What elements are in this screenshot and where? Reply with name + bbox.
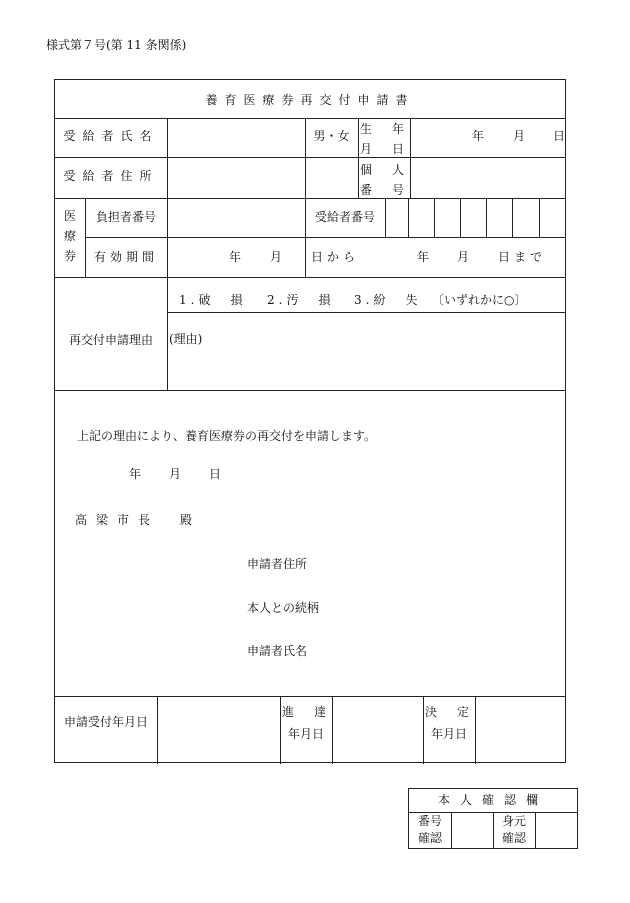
validity-to-year: 年 (417, 250, 430, 264)
individual-number-label-line1: 個 人 (359, 163, 408, 177)
identity-check-label-line1: 身元 (501, 814, 526, 828)
recipient-address-label: 受給者住所 (63, 169, 159, 183)
application-year-unit: 年 (129, 467, 142, 481)
recipient-name-label: 受給者氏名 (63, 129, 159, 143)
column-divider (332, 696, 333, 764)
addressee: 高梁市長 殿 (75, 513, 202, 527)
column-divider (167, 118, 168, 390)
validity-from-day: 日から (311, 250, 360, 264)
digit-box-divider (408, 198, 409, 237)
row-divider (55, 277, 565, 278)
birth-date-label-line2: 月 日 (359, 142, 408, 156)
validity-period-label: 有効期間 (93, 250, 158, 264)
confirmation-title: 本人確認欄 (437, 793, 548, 807)
ticket-group-label: 療 (63, 229, 76, 243)
number-check-label-line2: 確認 (417, 831, 442, 845)
digit-box-divider (539, 198, 540, 237)
decision-date-label-line2: 年月日 (430, 727, 467, 741)
row-divider (55, 118, 565, 119)
digit-box-divider (512, 198, 513, 237)
column-divider (85, 198, 86, 277)
gender-options[interactable]: 男・女 (313, 129, 350, 143)
forwarded-date-label-line1: 進 達 (281, 705, 330, 719)
digit-box-divider (434, 198, 435, 237)
reason-option-lost[interactable]: 3.紛 失 (354, 293, 422, 307)
birth-date-label-line1: 生 年 (359, 122, 408, 136)
digit-box-divider (460, 198, 461, 237)
validity-from-month: 月 (270, 250, 283, 264)
column-divider (157, 696, 158, 764)
column-divider (451, 812, 452, 848)
row-divider (55, 198, 565, 199)
reason-detail-label: (理由) (169, 332, 203, 346)
received-date-label: 申請受付年月日 (63, 715, 148, 729)
application-statement: 上記の理由により、養育医療券の再交付を申請します。 (77, 429, 377, 443)
ticket-group-label: 券 (63, 249, 76, 263)
ticket-group-label: 医 (63, 209, 76, 223)
identity-confirmation-box (408, 788, 578, 849)
payer-number-label: 負担者番号 (95, 210, 156, 224)
digit-box-divider (486, 198, 487, 237)
row-divider (55, 157, 565, 158)
decision-date-label-line1: 決 定 (424, 705, 473, 719)
validity-to-month: 月 (457, 250, 470, 264)
application-form (54, 79, 566, 763)
number-check-label-line1: 番号 (417, 814, 442, 828)
birth-day-unit: 日 (553, 129, 566, 143)
row-divider (55, 390, 565, 391)
relationship-label: 本人との続柄 (247, 601, 320, 615)
form-title: 養育医療券再交付申請書 (205, 93, 415, 107)
recipient-number-label: 受給者番号 (314, 210, 375, 224)
birth-year-unit: 年 (472, 129, 485, 143)
column-divider (410, 118, 411, 198)
row-divider (167, 312, 565, 313)
reason-option-damaged[interactable]: 1.破 損 (179, 293, 247, 307)
row-divider (55, 696, 565, 697)
birth-month-unit: 月 (513, 129, 526, 143)
form-number: 様式第７号(第 11 条関係) (46, 38, 187, 52)
identity-check-label-line2: 確認 (501, 831, 526, 845)
individual-number-label-line2: 番 号 (359, 183, 408, 197)
reason-option-soiled[interactable]: 2.汚 損 (267, 293, 335, 307)
forwarded-date-label-line2: 年月日 (287, 727, 324, 741)
validity-from-year: 年 (229, 250, 242, 264)
reissue-reason-label: 再交付申請理由 (68, 333, 153, 347)
row-divider (85, 237, 565, 238)
applicant-name-label: 申請者氏名 (247, 644, 308, 658)
reason-instruction: 〔いずれかに○〕 (432, 293, 527, 307)
column-divider (385, 198, 386, 237)
application-month-unit: 月 (169, 467, 182, 481)
column-divider (535, 812, 536, 848)
application-day-unit: 日 (209, 467, 222, 481)
applicant-address-label: 申請者住所 (247, 557, 308, 571)
column-divider (475, 696, 476, 764)
validity-to-day: 日まで (498, 250, 547, 264)
